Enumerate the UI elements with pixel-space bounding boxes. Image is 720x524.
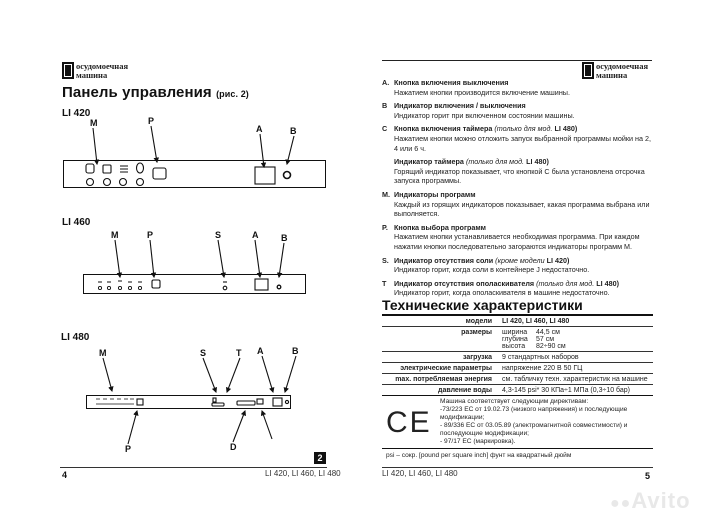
list-item (382, 101, 654, 120)
item-heading: Индикатор отсутствия ополаскивателя (394, 278, 535, 288)
table-row (382, 351, 653, 362)
item-heading: Индикатор таймера (394, 157, 464, 167)
item-note: (только для мод. (465, 157, 525, 167)
table-row (382, 384, 653, 395)
callout-p: P (125, 444, 132, 454)
footer-divider (60, 467, 327, 468)
dim-key: высота (502, 342, 526, 350)
item-letter: T (382, 278, 387, 288)
callout-a: A (257, 346, 264, 356)
item-letter: A. (382, 78, 390, 87)
brand-line2: машина (596, 69, 628, 80)
brand-line2: машина (76, 69, 108, 80)
callout-m: M (111, 230, 119, 240)
callout-m: M (99, 348, 107, 358)
spec-value: 4,3-145 psi* 30 КПа÷1 МПа (0,3÷10 бар) (502, 386, 631, 394)
item-heading: Индикатор отсутствия соли (394, 255, 494, 265)
watermark-text: Avito (631, 488, 691, 513)
list-item (382, 223, 654, 252)
brand-badge (582, 62, 648, 79)
item-text: Индикатор горит, когда соли в контейнере J недостаточно. (394, 265, 590, 275)
table-row (382, 373, 653, 384)
item-text: Нажатием кнопки устанавливается необходимая программа. При каждом нажатии кнопки последовательно загораются индикаторы программ M. (394, 232, 640, 251)
callout-b: B (290, 126, 297, 136)
item-letter: B (382, 101, 388, 111)
figure-reference: (рис. 2) (216, 89, 249, 99)
brand-line1: осудомоечная (76, 61, 129, 71)
dim-key: ширина (502, 328, 528, 336)
control-panel-li460 (83, 274, 306, 294)
figure-number: 2 (314, 452, 326, 464)
page-number: 4 (62, 470, 68, 480)
spec-key: max. потребляемая энергия (395, 375, 492, 383)
item-note: (только для мод. (536, 278, 595, 288)
control-panel-li480 (86, 395, 291, 409)
footer-divider (382, 467, 653, 468)
spec-key: размеры (461, 328, 492, 336)
spec-value: 9 стандартных наборов (502, 353, 579, 361)
list-item (382, 78, 654, 97)
brand-line1: осудомоечная (596, 61, 649, 71)
callout-p: P (147, 230, 154, 240)
callout-p: P (148, 116, 155, 126)
table-row (382, 314, 653, 326)
model-label-li420: LI 420 (62, 108, 91, 119)
brand-logo-icon (62, 62, 74, 79)
item-letter: M. (382, 189, 390, 199)
item-heading: Кнопка включения таймера (394, 124, 493, 134)
tech-specs-title: Технические характеристики (382, 297, 583, 313)
item-note-model: LI 480) (554, 124, 578, 134)
callout-s: S (200, 348, 207, 358)
callout-b: B (281, 233, 288, 243)
item-note: (только для мод. (494, 124, 553, 134)
dim-value: 57 см (536, 335, 555, 343)
psi-footnote: psi – сокр. [pound per square inch] фунт на квадратный дюйм (386, 452, 572, 459)
callout-s: S (215, 230, 222, 240)
list-item (382, 279, 654, 298)
spec-value: LI 420, LI 460, LI 480 (502, 317, 570, 325)
item-heading: Кнопка выбора программ (394, 222, 486, 232)
list-item (382, 190, 654, 219)
item-text: Горящий индикатор показывает, что кнопкой C была установлена отсрочка запуска программы. (394, 166, 645, 186)
list-item (382, 124, 654, 153)
item-text: Нажатием кнопки можно отложить запуск выбранной программы мойки на 2, 4 или 6 ч. (394, 133, 651, 153)
spec-value: напряжение 220 В 50 ГЦ (502, 364, 583, 372)
controls-description-list (382, 78, 654, 302)
callout-a: A (256, 124, 263, 134)
ce-compliance-block (382, 395, 653, 449)
model-label-li460: LI 460 (62, 217, 91, 228)
spec-key: загрузка (462, 353, 492, 361)
item-heading: Кнопка включения выключения (394, 78, 509, 87)
item-text: Каждый из горящих индикаторов показывает, какая программа выбрана или выполняется. (394, 199, 650, 219)
item-letter: S. (382, 255, 389, 265)
spec-key: давление воды (438, 386, 492, 394)
callout-a: A (252, 230, 259, 240)
right-page (360, 0, 720, 524)
page-number: 5 (645, 471, 651, 481)
dim-key: глубина (502, 335, 528, 343)
ce-text-line: -73/223 ЕС от 19.02.73 (низкого напряжения) и последующие модификации; (440, 406, 628, 421)
brand-badge (62, 62, 128, 79)
callout-m: M (90, 118, 98, 128)
brand-logo-icon (582, 62, 594, 79)
model-label-li480: LI 480 (61, 332, 90, 343)
table-row (382, 362, 653, 373)
footer-models: LI 420, LI 460, LI 480 (382, 469, 458, 478)
tech-specs-table (382, 314, 653, 462)
page-title-text: Панель управления (62, 84, 212, 101)
item-note: (кроме модели (495, 255, 545, 265)
item-heading: Индикатор включения / выключения (394, 101, 526, 111)
item-heading: Индикаторы программ (394, 189, 476, 199)
list-item (382, 256, 654, 275)
item-letter: P. (382, 222, 388, 232)
callout-b: B (292, 346, 299, 356)
control-panel-li420 (63, 160, 326, 188)
dim-value: 44,5 см (536, 328, 560, 336)
callout-t: T (236, 348, 242, 358)
page-title (62, 84, 249, 101)
avito-watermark (610, 488, 691, 514)
ce-text-line: - 97/17 ЕС (маркировка). (440, 438, 516, 445)
dim-value: 82÷90 см (536, 342, 566, 350)
table-row (382, 326, 653, 351)
spec-key: модели (465, 317, 492, 325)
item-text: Индикатор горит при включенном состоянии машины. (394, 110, 575, 120)
list-item (394, 157, 654, 186)
ce-text-line: - 89/336 ЕС от 03.05.89 (электромагнитной совместимости) и последующие модификации; (440, 422, 628, 437)
item-letter: C (382, 124, 388, 134)
item-text: Индикатор горит, когда ополаскивателя в машине недостаточно. (394, 288, 610, 298)
ce-mark-icon: CE (386, 406, 432, 439)
callout-d: D (230, 442, 237, 452)
item-note-model: LI 480) (526, 157, 549, 167)
spec-value: см. табличку техн. характеристик на машине (502, 375, 648, 383)
footer-models: LI 420, LI 460, LI 480 (265, 469, 341, 478)
item-text: Нажатием кнопки производится включение машины. (394, 87, 570, 97)
ce-text-line: Машина соответствует следующим директивам: (440, 398, 589, 405)
item-note-model: LI 480) (596, 278, 619, 288)
avito-logo-icon: ●● (610, 495, 632, 512)
item-note-model: LI 420) (546, 255, 570, 265)
spec-key: электрические параметры (400, 364, 492, 372)
